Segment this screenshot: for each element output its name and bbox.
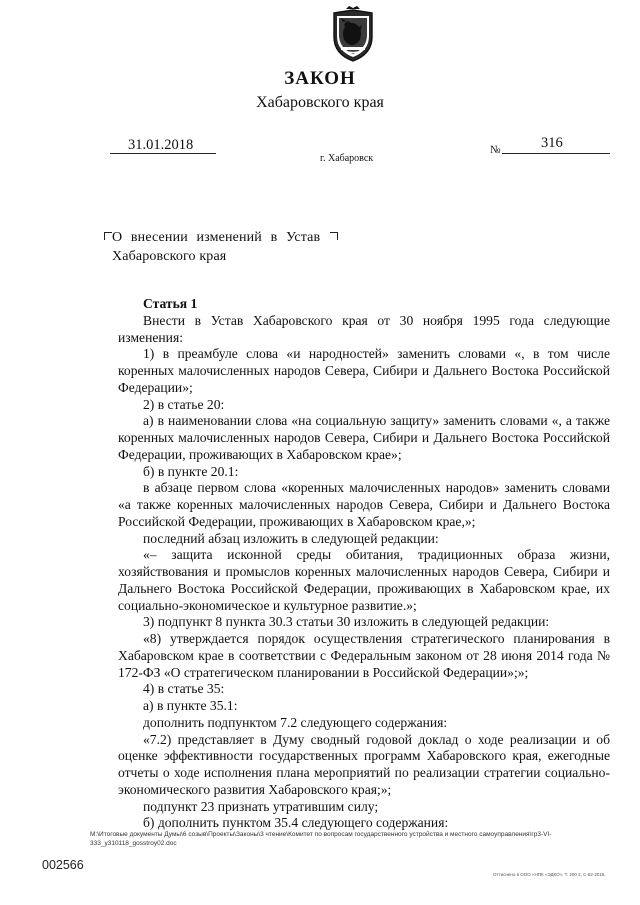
law-place: г. Хабаровск — [320, 153, 374, 164]
document-title: ЗАКОН — [284, 68, 356, 89]
paragraph: б) в пункте 20.1: — [143, 463, 239, 479]
paragraph: а) в наименовании слова «на социальную защиту» заменить словами «, а также коренных малочисленных народов Севера, Сибири и Дальнего Востока Российской Федерации, проживающих в Хабаровском крае»; — [118, 413, 610, 462]
paragraph: 3) подпункт 8 пункта 30.3 статьи 30 изложить в следующей редакции: — [143, 614, 550, 630]
printer-mark: Оттиснено в ООО «НПК «ЭДКО», Т. 200 2, С-62-2018. — [493, 872, 606, 877]
article-body — [118, 296, 610, 832]
document-subtitle: Хабаровского края — [256, 94, 384, 111]
paragraph: 4) в статье 35: — [143, 681, 225, 697]
paragraph: подпункт 23 признать утратившим силу; — [143, 798, 379, 814]
paragraph: последний абзац изложить в следующей редакции: — [143, 530, 439, 546]
date-underline — [110, 153, 216, 154]
file-path-line-2: 333_у310118_gosstroy02.doc — [90, 840, 177, 847]
paragraph: 2) в статье 20: — [143, 396, 225, 412]
subject-corner-left-icon — [104, 232, 112, 240]
law-subject — [112, 228, 352, 266]
registration-stamp-number: 002566 — [42, 858, 84, 872]
paragraph: б) дополнить пунктом 35.4 следующего содержания: — [143, 815, 449, 831]
law-date: 31.01.2018 — [128, 137, 194, 153]
number-label: № — [490, 144, 501, 156]
file-path-footer — [90, 830, 610, 848]
subject-line-2: Хабаровского края — [112, 249, 227, 264]
article-heading: Статья 1 — [143, 296, 198, 311]
subject-line-1: О внесении изменений в Устав — [112, 230, 321, 245]
paragraph: дополнить подпунктом 7.2 следующего содержания: — [143, 714, 448, 730]
paragraph: «7.2) представляет в Думу сводный годовой доклад о ходе реализации и об оценке эффективности государственных программ Хабаровского края, ежегодные отчеты о ходе исполнения плана мероприятий по реализации стратегии социально-экономического развития Хабаровского края;»; — [118, 731, 610, 797]
paragraph: «– защита исконной среды обитания, традиционных образа жизни, хозяйствования и промыслов коренных малочисленных народов Севера, Сибири и Дальнего Востока Российской Федерации, проживающих в Хабаровском крае, их социально-экономическое и культурное развитие.»; — [118, 547, 610, 613]
paragraph: Внести в Устав Хабаровского края от 30 ноября 1995 года следующие изменения: — [118, 312, 610, 345]
coat-of-arms-icon — [325, 6, 381, 64]
paragraph: а) в пункте 35.1: — [143, 698, 238, 713]
number-underline — [502, 153, 610, 154]
file-path-line-1: М:\Итоговые документы Думы\6 созыв\Проекты\Законы\3 чтение\Комитет по вопросам государственного устройства и местного самоуправления\гр3-VI- — [90, 831, 552, 838]
paragraph: «8) утверждается порядок осуществления стратегического планирования в Хабаровском крае в соответствии с Федеральным законом от 28 июня 2014 года № 172-ФЗ «О стратегическом планировании в Российской Федерации»;»; — [118, 631, 610, 680]
paragraph: 1) в преамбуле слова «и народностей» заменить словами «, в том числе коренных малочисленных народов Севера, Сибири и Дальнего Востока Российской Федерации»; — [118, 346, 610, 395]
paragraph: в абзаце первом слова «коренных малочисленных народов» заменить словами «а также коренных малочисленных народов Севера, Сибири и Дальнего Востока Российской Федерации, проживающих в Хабаровском крае,»; — [118, 480, 610, 529]
law-number: 316 — [541, 135, 563, 151]
